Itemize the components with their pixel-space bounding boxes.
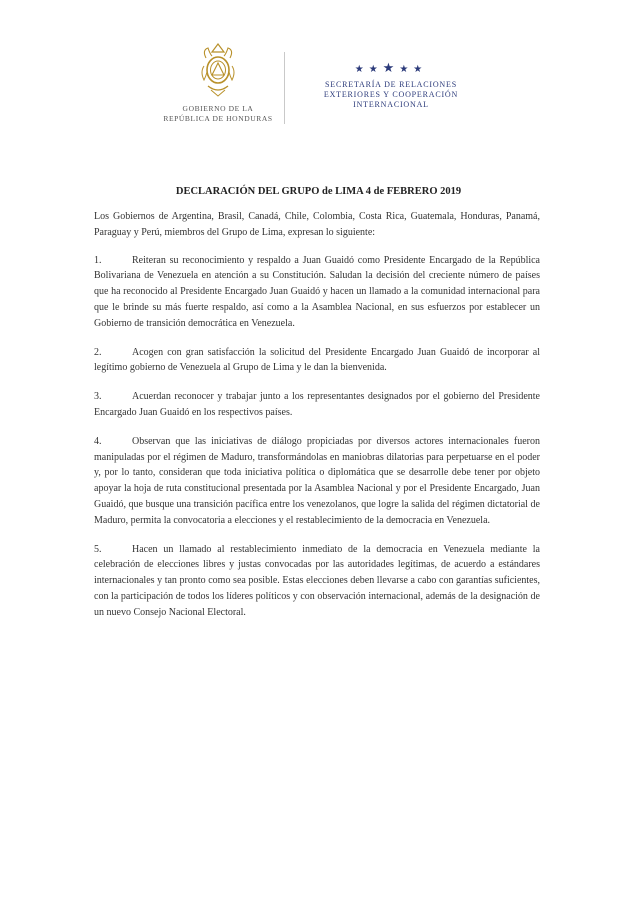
- numbered-paragraph: [94, 434, 540, 529]
- government-name-line-1: GOBIERNO DE LA: [182, 104, 254, 113]
- document-body: [94, 209, 540, 634]
- numbered-paragraph: [94, 253, 540, 332]
- paragraph-text: Reiteran su reconocimiento y respaldo a Juan Guaidó como Presidente Encargado de la República Bolivariana de Venezuela en atención a su Constitución. Saludan la decisión del creciente número de países que ha reconocido al Presidente Encargado Juan Guaidó y hacen un llamado a la comunidad internacional para que le brinde su más fuerte respaldo, así como a la Asamblea Nacional, en sus esfuerzos por establecer un Gobierno de transición democrática en Venezuela.: [94, 254, 540, 329]
- header-divider: [284, 52, 285, 124]
- intro-paragraph: Los Gobiernos de Argentina, Brasil, Canadá, Chile, Colombia, Costa Rica, Guatemala, Honduras, Panamá, Paraguay y Perú, miembros del Grupo de Lima, expresan lo siguiente:: [94, 211, 540, 238]
- ministry-name-line-3: INTERNACIONAL: [353, 100, 429, 109]
- coat-of-arms-icon: [198, 42, 238, 98]
- ministry-name-line-1: SECRETARÍA DE RELACIONES: [325, 80, 457, 89]
- ministry-logo: [296, 62, 486, 110]
- paragraph-text: Hacen un llamado al restablecimiento inmediato de la democracia en Venezuela mediante la celebración de elecciones libres y justas convocadas por las autoridades legítimas, de acuerdo a estándares internacionales y tan pronto como sea posible. Estas elecciones deben llevarse a cabo con garantías suficientes, con la participación de todos los líderes políticos y con observación internacional, además de la designación de un nuevo Consejo Nacional Electoral.: [94, 543, 540, 618]
- ministry-name-line-2: EXTERIORES Y COOPERACIÓN: [323, 90, 459, 99]
- paragraph-number: 3.: [94, 391, 102, 403]
- paragraph-number: 4.: [94, 435, 102, 447]
- numbered-paragraph: [94, 542, 540, 621]
- paragraph-number: 5.: [94, 543, 102, 555]
- five-stars-icon: ★★★★★: [354, 60, 428, 75]
- document-title: DECLARACIÓN DEL GRUPO de LIMA 4 de FEBRERO 2019: [175, 186, 462, 197]
- paragraph-text: Observan que las iniciativas de diálogo propiciadas por diversos actores internacionales fueron manipuladas por el régimen de Maduro, transformándolas en maniobras dilatorias para perpetuarse en el poder y, por lo tanto, consideran que toda iniciativa política o diplomática que se desarrolle debe tener por objeto apoyar la hoja de ruta constitucional presentada por la Asamblea Nacional y por el Presidente Encargado, Juan Guaidó, que busque una transición pacífica entre los venezolanos, que logre la salida del régimen dictatorial de Maduro, permita la convocatoria a elecciones y el restablecimiento de la democracia en Venezuela.: [94, 435, 540, 526]
- paragraph-text: Acuerdan reconocer y trabajar junto a los representantes designados por el gobierno del Presidente Encargado Juan Guaidó en los respectivos países.: [94, 391, 540, 418]
- letterhead: [0, 0, 637, 150]
- numbered-paragraph: [94, 389, 540, 421]
- government-logo: [148, 42, 288, 124]
- numbered-paragraph: [94, 345, 540, 377]
- paragraph-number: 2.: [94, 346, 102, 358]
- government-name-line-2: REPÚBLICA DE HONDURAS: [163, 114, 273, 123]
- paragraph-number: 1.: [94, 254, 102, 266]
- paragraph-text: Acogen con gran satisfacción la solicitud del Presidente Encargado Juan Guaidó de incorporar al legítimo gobierno de Venezuela al Grupo de Lima y le dan la bienvenida.: [94, 346, 540, 374]
